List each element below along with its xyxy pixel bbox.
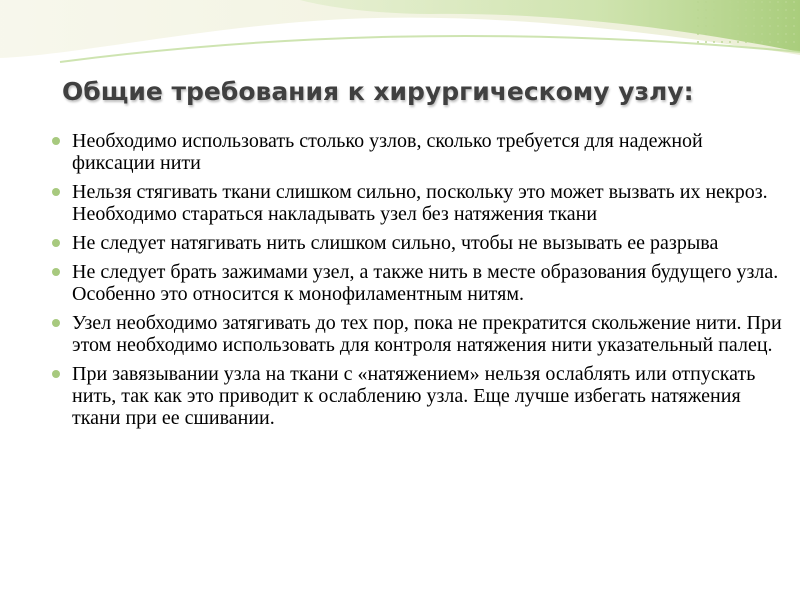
list-item <box>46 181 786 225</box>
bullet-icon <box>52 370 60 378</box>
list-item <box>46 312 786 356</box>
dot-pattern <box>695 0 800 48</box>
list-item <box>46 130 786 174</box>
bullet-icon <box>52 188 60 196</box>
list-item <box>46 363 786 429</box>
requirements-list <box>46 130 786 436</box>
bullet-icon <box>52 137 60 145</box>
list-item-text: Не следует натягивать нить слишком сильно, чтобы не вызывать ее разрыва <box>72 232 719 254</box>
list-item <box>46 232 786 254</box>
list-item-text: При завязывании узла на ткани с «натяжением» нельзя ослаблять или отпускать нить, так как это приводит к ослаблению узла. Еще лучше избегать натяжения ткани при ее сшивании. <box>72 363 756 429</box>
slide-title: Общие требования к хирургическому узлу: <box>62 77 694 106</box>
list-item-text: Не следует брать зажимами узел, а также нить в месте образования будущего узла. Особенно это относится к монофиламентным нитям. <box>72 261 779 305</box>
bullet-icon <box>52 268 60 276</box>
list-item-text: Нельзя стягивать ткани слишком сильно, поскольку это может вызвать их некроз. Необходимо стараться накладывать узел без натяжения ткани <box>72 181 768 225</box>
bullet-icon <box>52 319 60 327</box>
list-item <box>46 261 786 305</box>
list-item-text: Необходимо использовать столько узлов, сколько требуется для надежной фиксации нити <box>72 130 703 174</box>
bullet-icon <box>52 239 60 247</box>
list-item-text: Узел необходимо затягивать до тех пор, пока не прекратится скольжение нити. При этом необходимо использовать для контроля натяжения нити указательный палец. <box>72 312 782 356</box>
green-wave-line <box>60 36 800 62</box>
